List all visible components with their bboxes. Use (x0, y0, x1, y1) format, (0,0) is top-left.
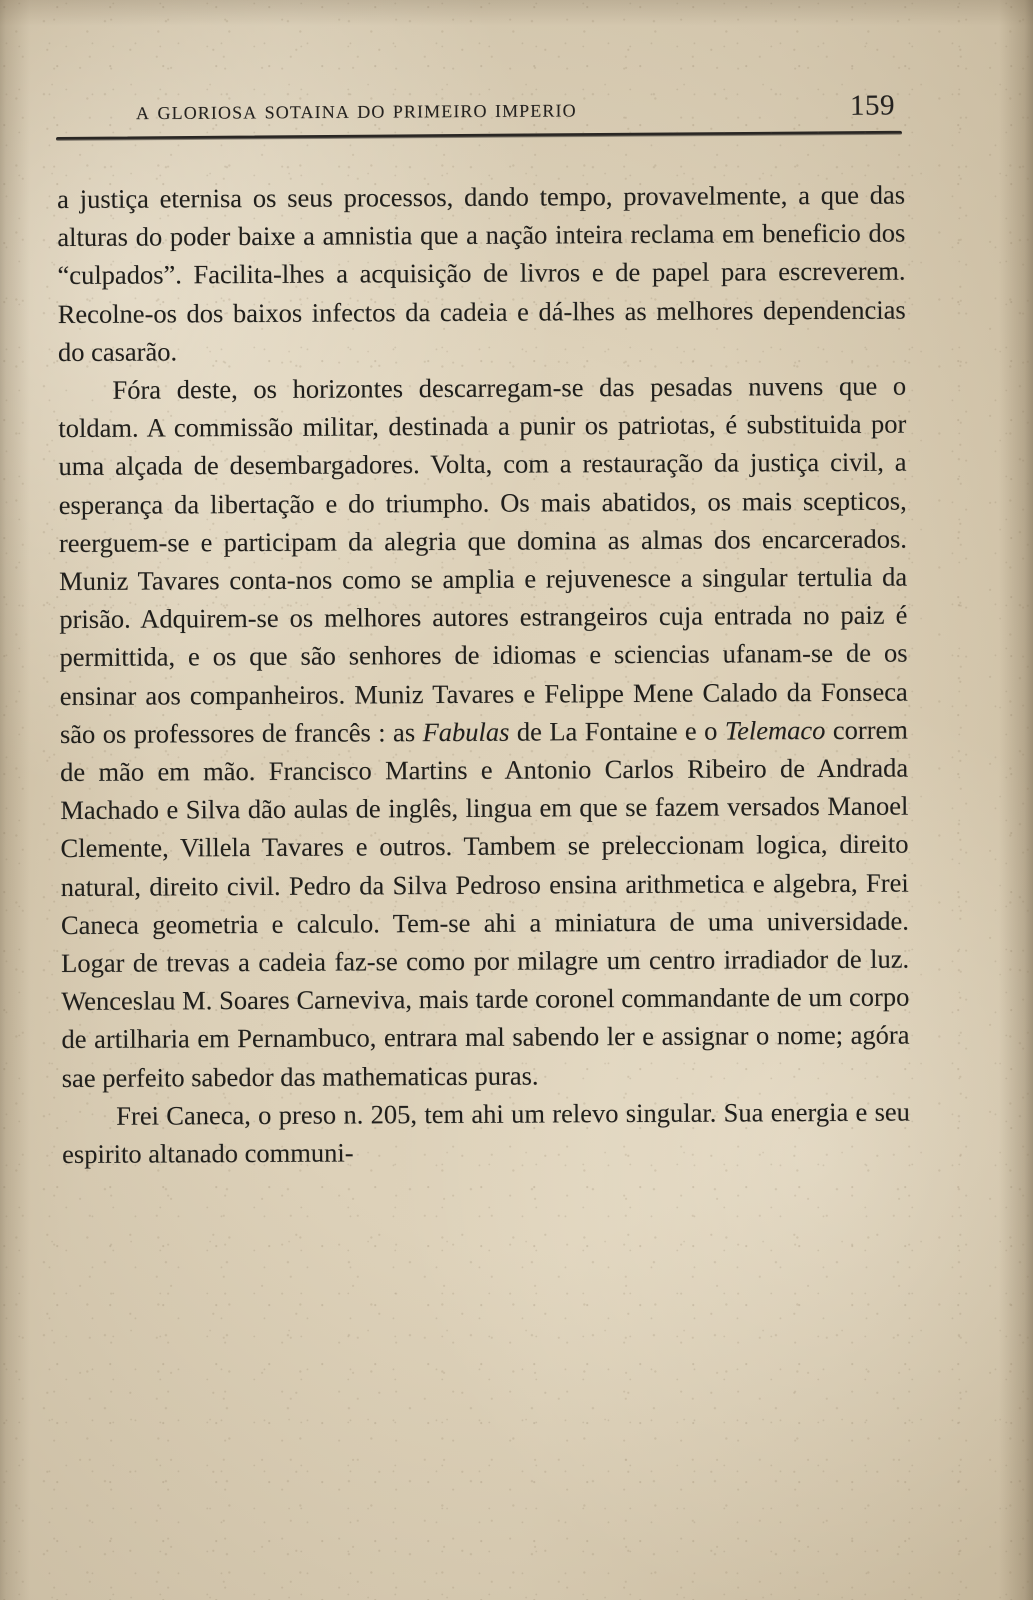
page-edge-shadow-left (0, 0, 30, 1600)
italic-title: Fabulas (422, 716, 510, 747)
paragraph-1: a justiça eternisa os seus processos, dando tempo, provavelmente, a que das alturas do poder baixe a amnistia que a nação inteira reclama em beneficio dos “culpados”. Facilita-lhes a acquisição de livros e de papel para escreverem. Recolne-os dos baixos infectos da cadeia e dá-lhes as melhores dependencias do casarão. (57, 179, 906, 367)
page-edge-shadow-top (0, 0, 1033, 26)
page-number: 159 (849, 89, 896, 122)
italic-title: Telemaco (724, 714, 826, 746)
paragraph-2: Fóra deste, os horizontes descarregam-se das pesadas nuvens que o toldam. A commissão militar, destinada a punir os patriotas, é substituida por uma alçada de desembargadores. Volta, com a restauração da justiça civil, a esperança da libertação e do triumpho. Os mais abatidos, os mais scepticos, reerguem-se e participam da alegria que domina as almas dos encarcerados. Muniz Tavares conta-nos como se amplia e rejuvenesce a singular tertulia da prisão. Adquirem-se os melhores autores estrangeiros cuja entrada no paiz é permittida, e os que são senhores de idiomas e sciencias ufanam-se de os ensinar aos companheiros. Muniz Tavares e Felippe Mene Calado da Fonseca são os professores de francês : as Fabulas de La Fontaine e o Telemaco correm de mão em mão. Francisco Martins e Antonio Carlos Ribeiro de Andrada Machado e Silva dão aulas de inglês, lingua em que se fazem versados Manoel Clemente, Villela Tavares e outros. Tambem se preleccionam logica, direito natural, direito civil. Pedro da Silva Pedroso ensina arithmetica e algebra, Frei Caneca geometria e calculo. Tem-se ahi a miniatura de uma universidade. Logar de trevas a cadeia faz-se como por milagre um centro irradiador de luz. Wenceslau M. Soares Carneviva, mais tarde coronel commandante de um corpo de artilharia em Pernambuco, entrara mal sabendo ler e assignar o nome; agóra sae perfeito sabedor das mathematicas puras. (58, 370, 910, 1093)
running-head-title: a gloriosa sotaina do primeiro imperio (135, 95, 577, 126)
header-rule (56, 131, 902, 141)
running-head (58, 89, 903, 127)
paragraph-3: Frei Caneca, o preso n. 205, tem ahi um relevo singular. Sua energia e seu espirito altanado communi- (62, 1096, 910, 1170)
page-edge-shadow-right (999, 0, 1033, 1600)
page-body (57, 176, 910, 1174)
